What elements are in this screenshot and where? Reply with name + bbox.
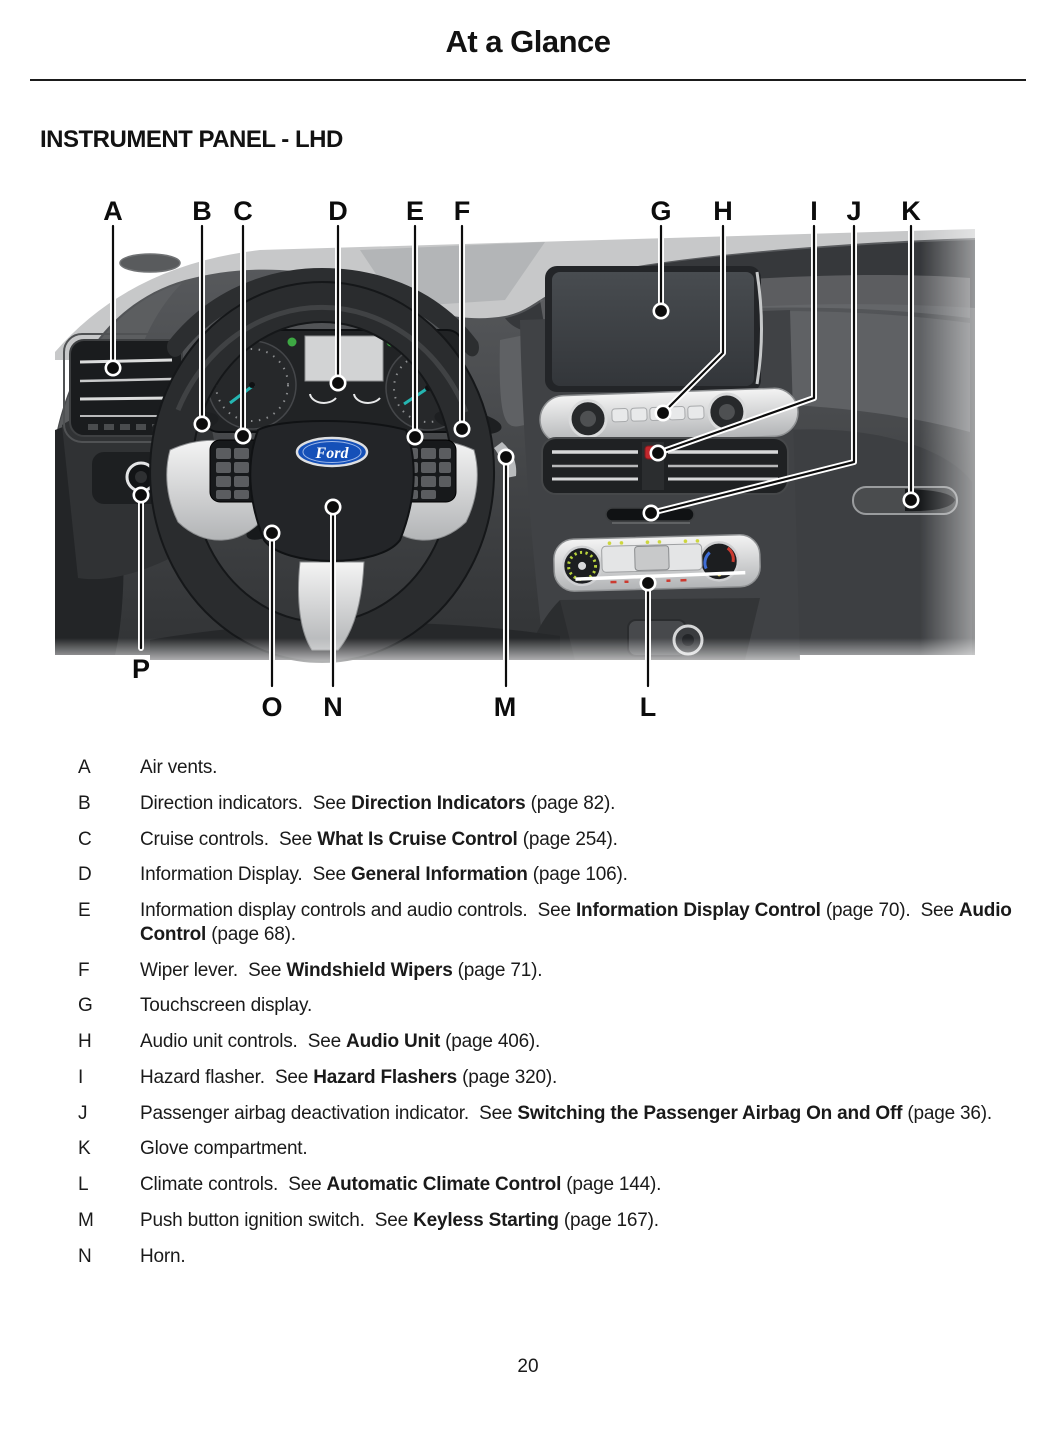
legend-text: (page 68). bbox=[206, 923, 296, 945]
legend-item-letter: F bbox=[78, 959, 90, 981]
legend-reference-title: Information Display Control bbox=[575, 900, 821, 921]
callout-dot-m bbox=[499, 450, 513, 464]
legend-item-letter: K bbox=[78, 1138, 91, 1160]
page-title: At a Glance bbox=[445, 24, 611, 59]
callout-dot-p bbox=[134, 488, 148, 502]
legend-text: Hazard flasher. See bbox=[140, 1066, 314, 1088]
legend-reference-title: Hazard Flashers bbox=[313, 1066, 458, 1088]
callout-dot-l bbox=[641, 576, 655, 590]
legend-text: (page 82). bbox=[525, 792, 616, 814]
legend-text: Air vents. bbox=[140, 757, 218, 778]
legend-item bbox=[78, 1030, 1018, 1054]
ford-logo-text: Ford bbox=[315, 445, 349, 462]
legend-text: Passenger airbag deactivation indicator. See bbox=[140, 1102, 518, 1124]
legend-reference-title: Audio Unit bbox=[346, 1031, 441, 1052]
legend-item bbox=[78, 1102, 1018, 1126]
callout-letter-g: G bbox=[650, 196, 672, 226]
callout-dot-i bbox=[651, 446, 665, 460]
section-title: INSTRUMENT PANEL - LHD bbox=[40, 126, 343, 153]
callout-letter-c: C bbox=[233, 196, 253, 226]
legend-text: (page 71). bbox=[452, 959, 543, 981]
legend-text: Push button ignition switch. See bbox=[140, 1209, 414, 1231]
legend-text: (page 320). bbox=[457, 1066, 558, 1088]
legend-text: Wiper lever. See bbox=[140, 959, 287, 981]
legend-item-description bbox=[140, 899, 1018, 947]
legend-item bbox=[78, 959, 1018, 983]
legend-text: Touchscreen display. bbox=[140, 995, 313, 1017]
callout-dot-c bbox=[236, 429, 250, 443]
callout-dot-b bbox=[195, 417, 209, 431]
callout-dot-d bbox=[331, 376, 345, 390]
legend-text: (page 167). bbox=[558, 1209, 659, 1231]
touchscreen bbox=[545, 266, 762, 392]
cluster-indicator-left bbox=[288, 338, 297, 347]
legend-reference-title: Switching the Passenger Airbag On and Off bbox=[517, 1102, 903, 1124]
legend-item-letter: G bbox=[78, 995, 93, 1017]
bottom-fade bbox=[40, 638, 980, 668]
legend-reference-title: What Is Cruise Control bbox=[317, 828, 518, 850]
legend-text: (page 254). bbox=[517, 828, 618, 850]
legend-item-description bbox=[140, 863, 1018, 887]
callout-letter-i: I bbox=[810, 196, 818, 226]
callout-letter-n: N bbox=[323, 692, 343, 722]
climate-control-panel bbox=[553, 534, 760, 591]
legend-item-description bbox=[140, 1066, 1018, 1090]
legend-item-letter: D bbox=[78, 864, 92, 886]
callout-dot-h bbox=[656, 406, 670, 420]
legend-text: (page 36). bbox=[902, 1102, 992, 1124]
callout-letter-a: A bbox=[103, 196, 123, 226]
callout-letter-b: B bbox=[192, 196, 212, 226]
legend-reference-title: Keyless Starting bbox=[413, 1209, 559, 1231]
legend bbox=[78, 756, 1018, 1280]
callout-letter-d: D bbox=[328, 196, 348, 226]
legend-text: Audio unit controls. See bbox=[140, 1031, 347, 1052]
legend-item bbox=[78, 792, 1018, 816]
legend-item-description bbox=[140, 1173, 1018, 1197]
legend-item-description bbox=[140, 1030, 1018, 1054]
callout-letter-o: O bbox=[261, 692, 283, 722]
callout-letter-j: J bbox=[846, 196, 862, 226]
legend-item-letter: I bbox=[78, 1066, 84, 1088]
legend-item-description bbox=[140, 792, 1018, 816]
legend-item-letter: H bbox=[78, 1031, 92, 1052]
legend-text: Climate controls. See bbox=[140, 1174, 327, 1195]
dashboard-illustration bbox=[40, 190, 1056, 730]
legend-item-letter: B bbox=[78, 792, 91, 814]
legend-item-letter: N bbox=[78, 1245, 92, 1267]
legend-text: (page 106). bbox=[527, 864, 628, 886]
legend-item-letter: L bbox=[78, 1174, 89, 1195]
legend-reference-title: Audio Control bbox=[140, 900, 1017, 945]
legend-item-description bbox=[140, 1245, 1018, 1269]
legend-item-description bbox=[140, 1102, 1018, 1126]
legend-item-letter: E bbox=[78, 900, 91, 921]
legend-item-letter: J bbox=[78, 1102, 88, 1124]
callout-letter-k: K bbox=[901, 196, 921, 226]
legend-item-letter: A bbox=[78, 757, 91, 778]
legend-item bbox=[78, 1066, 1018, 1090]
legend-text: (page 406). bbox=[440, 1031, 541, 1052]
callout-letter-h: H bbox=[713, 196, 733, 226]
legend-text: (page 70). See bbox=[820, 900, 959, 921]
callout-letter-p: P bbox=[131, 654, 151, 684]
callout-dot-k bbox=[904, 493, 918, 507]
legend-reference-title: Automatic Climate Control bbox=[326, 1174, 562, 1195]
legend-text: Cruise controls. See bbox=[140, 828, 318, 850]
dash-speaker-grille bbox=[120, 254, 180, 272]
legend-item bbox=[78, 863, 1018, 887]
legend-item-description bbox=[140, 1137, 1018, 1161]
legend-item bbox=[78, 1209, 1018, 1233]
callout-letter-f: F bbox=[453, 196, 471, 226]
legend-item-description bbox=[140, 828, 1018, 852]
callout-letter-e: E bbox=[405, 196, 425, 226]
legend-text: Glove compartment. bbox=[140, 1138, 308, 1160]
page-number: 20 bbox=[517, 1356, 539, 1377]
legend-reference-title: Direction Indicators bbox=[351, 792, 526, 814]
legend-item-description bbox=[140, 1209, 1018, 1233]
legend-item-letter: M bbox=[78, 1209, 94, 1231]
legend-item bbox=[78, 994, 1018, 1018]
cluster-display bbox=[305, 336, 383, 381]
callout-dot-o bbox=[265, 526, 279, 540]
callout-dot-g bbox=[654, 304, 668, 318]
legend-text: Horn. bbox=[140, 1245, 186, 1267]
callout-dot-a bbox=[106, 361, 120, 375]
callout-letter-l: L bbox=[639, 692, 657, 722]
header-rule bbox=[30, 79, 1026, 81]
legend-item bbox=[78, 899, 1018, 947]
legend-item-description bbox=[140, 756, 1018, 780]
callout-dot-n bbox=[326, 500, 340, 514]
legend-item bbox=[78, 828, 1018, 852]
legend-item bbox=[78, 1173, 1018, 1197]
legend-item bbox=[78, 756, 1018, 780]
legend-item-letter: C bbox=[78, 828, 92, 850]
callout-letter-m: M bbox=[493, 692, 517, 722]
legend-item-description bbox=[140, 959, 1018, 983]
legend-text: (page 144). bbox=[561, 1174, 662, 1195]
callout-dot-e bbox=[408, 430, 422, 444]
callout-dot-j bbox=[644, 506, 658, 520]
legend-text: Information Display. See bbox=[140, 864, 351, 886]
legend-reference-title: General Information bbox=[350, 864, 528, 886]
legend-reference-title: Windshield Wipers bbox=[286, 959, 453, 981]
legend-item-description bbox=[140, 994, 1018, 1018]
callout-dot-f bbox=[455, 422, 469, 436]
instrument-panel-figure bbox=[0, 190, 1056, 730]
legend-item bbox=[78, 1137, 1018, 1161]
legend-item bbox=[78, 1245, 1018, 1269]
legend-text: Direction indicators. See bbox=[140, 792, 352, 814]
legend-text: Information display controls and audio controls. See bbox=[140, 900, 576, 921]
ford-badge bbox=[297, 438, 367, 466]
